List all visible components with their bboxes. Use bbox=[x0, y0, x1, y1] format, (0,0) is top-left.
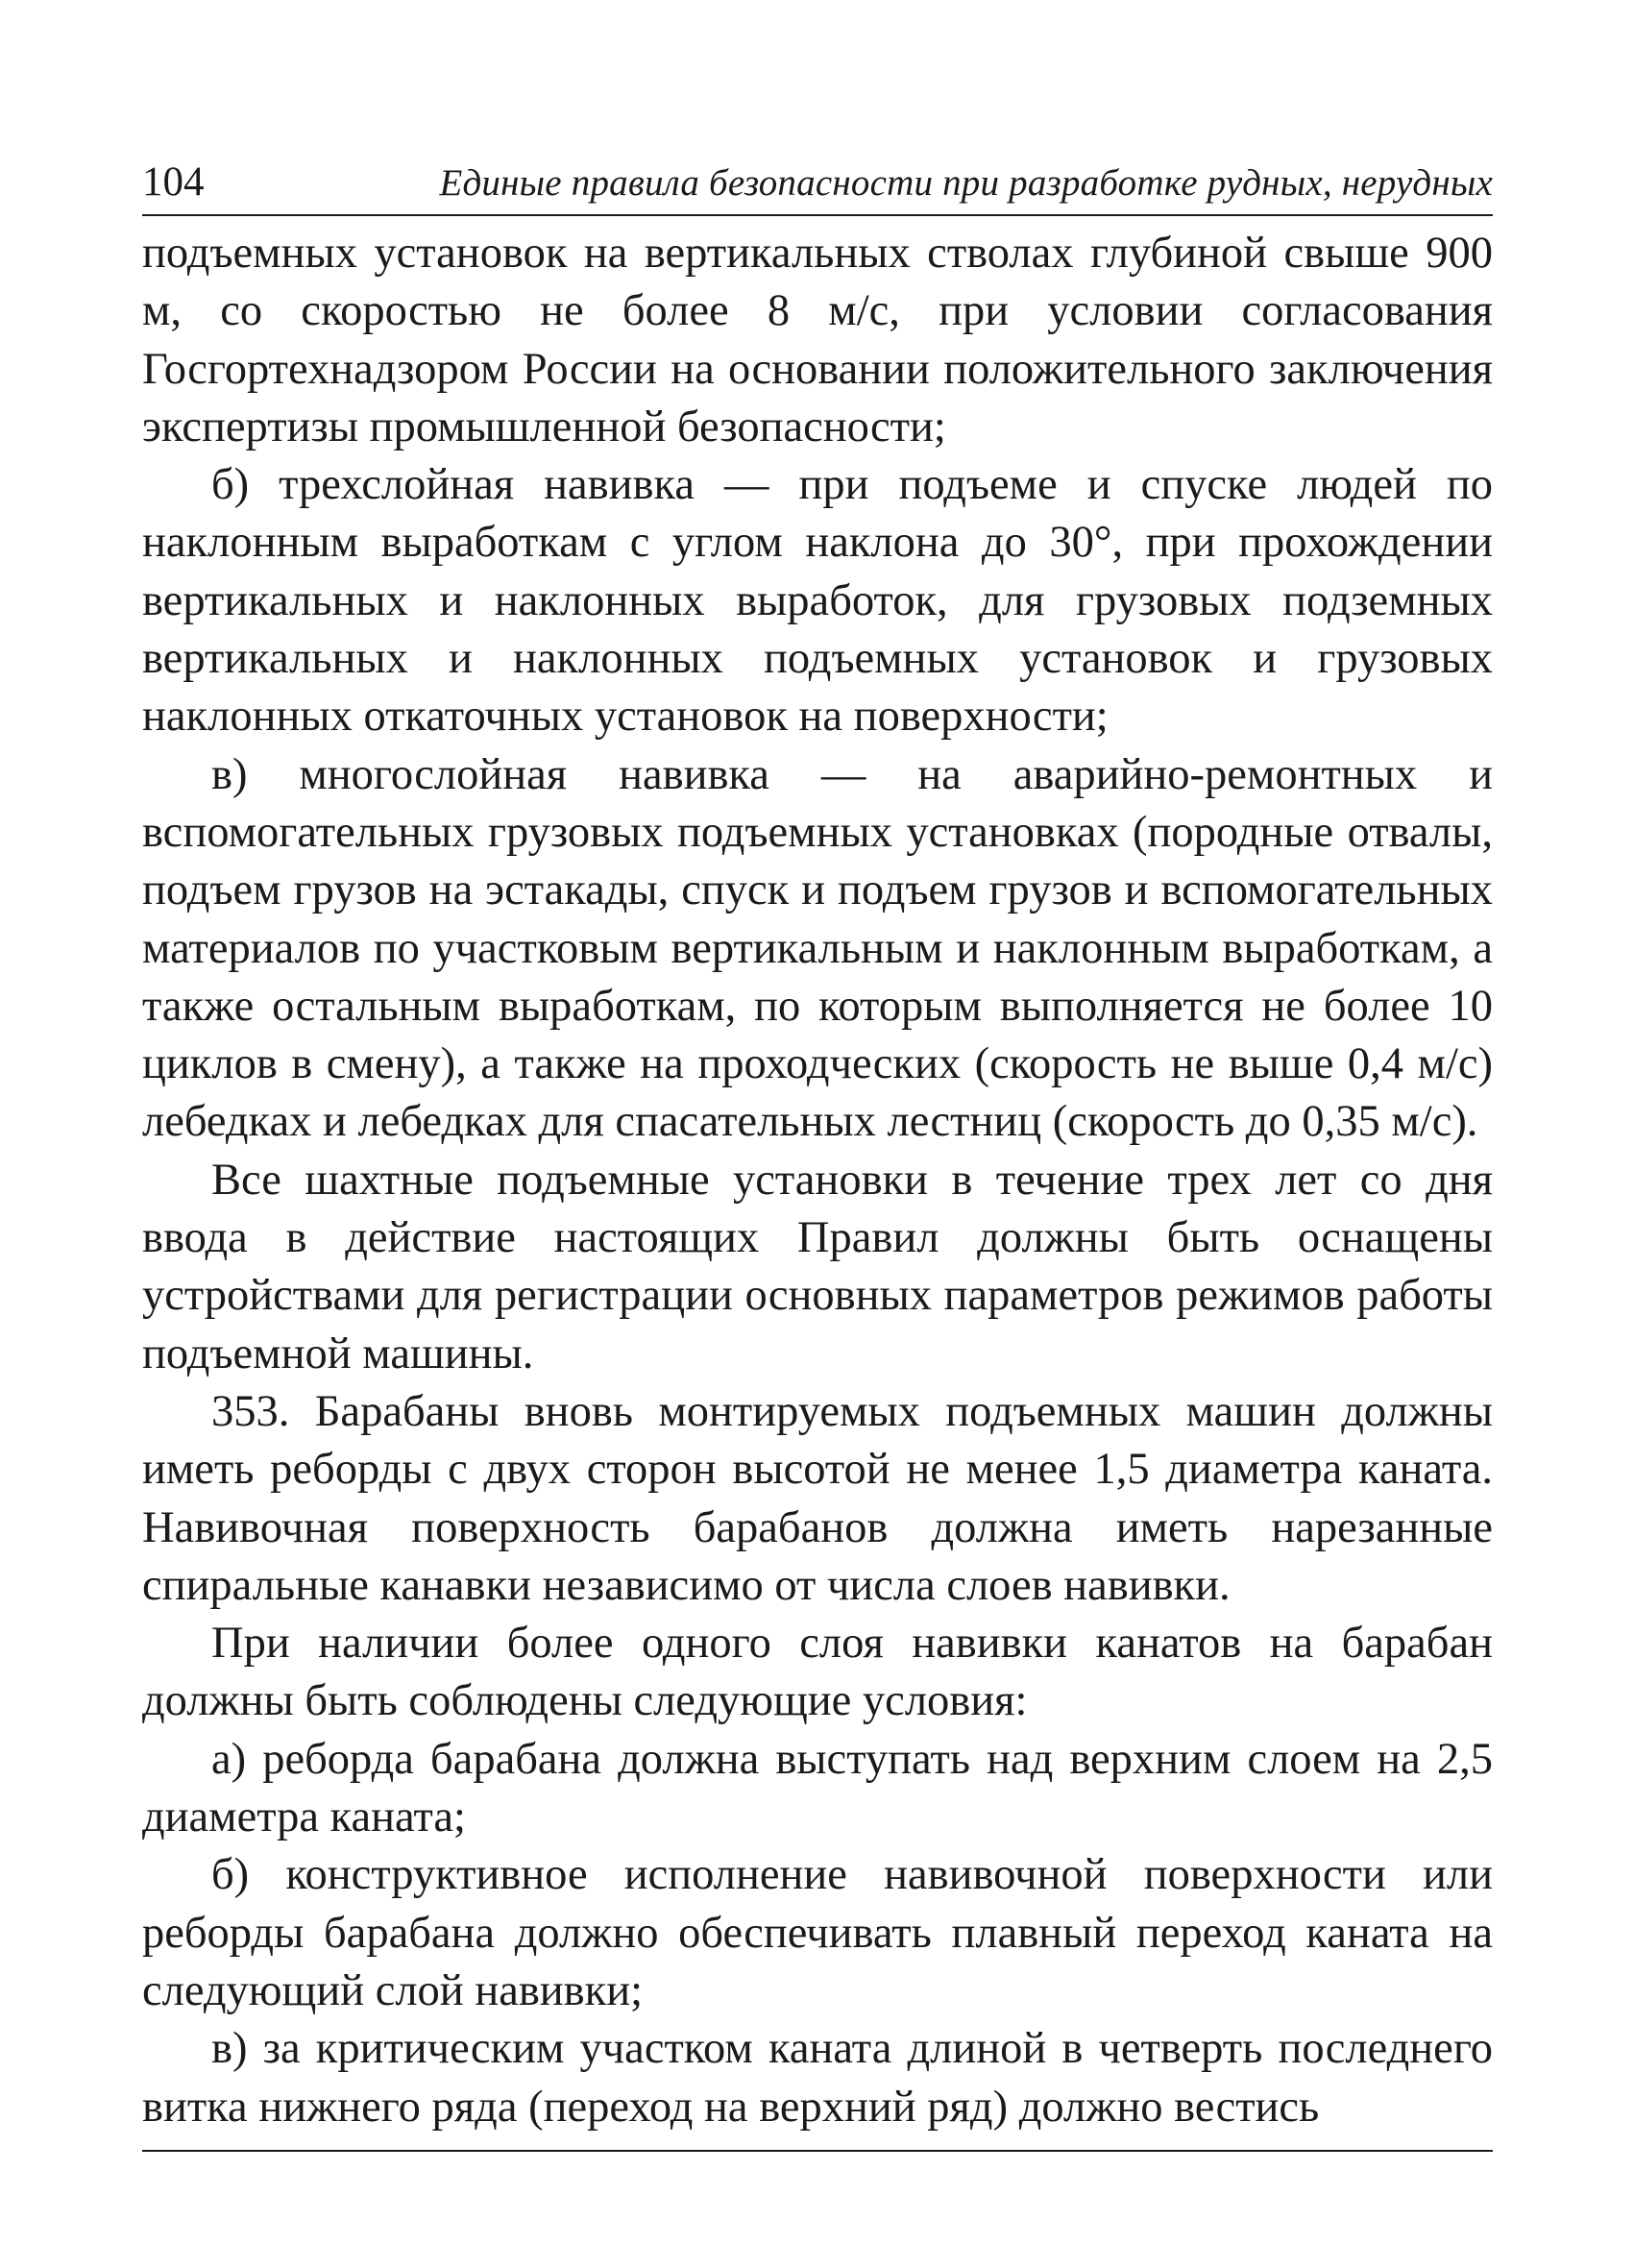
book-page bbox=[142, 159, 1493, 2152]
paragraph-condition-a: а) реборда барабана должна выступать над верхним слоем на 2,5 диаметра каната; bbox=[142, 1734, 1493, 1842]
footer-rule bbox=[142, 2150, 1493, 2152]
paragraph-continuation: подъемных установок на вертикальных стволах глубиной свыше 900 м, со скоростью не более 8 м/с, при условии согласования Госгортехнадзором России на основании положительного заключения экспертизы промышленной безопасности; bbox=[142, 229, 1493, 451]
paragraph-condition-b: б) конструктивное исполнение навивочной поверхности или реборды барабана должно обеспечивать плавный переход каната на следующий слой навивки; bbox=[142, 1850, 1493, 2015]
body-text bbox=[142, 225, 1493, 2136]
paragraph-recording-devices: Все шахтные подъемные установки в течение трех лет со дня ввода в действие настоящих Правил должны быть оснащены устройствами для регистрации основных параметров режимов работы подъемной машины. bbox=[142, 1155, 1493, 1378]
paragraph-clause-353: 353. Барабаны вновь монтируемых подъемных машин должны иметь реборды с двух сторон высотой не менее 1,5 диаметра каната. Навивочная поверхность барабанов должна иметь нарезанные спиральные канавки независимо от числа слоев навивки. bbox=[142, 1386, 1493, 1610]
page-number: 104 bbox=[142, 159, 205, 205]
paragraph-condition-v: в) за критическим участком каната длиной в четверть последнего витка нижнего ряда (переход на верхний ряд) должно вестись bbox=[142, 2024, 1493, 2132]
paragraph-conditions-intro: При наличии более одного слоя навивки канатов на барабан должны быть соблюдены следующие условия: bbox=[142, 1619, 1493, 1726]
running-title: Единые правила безопасности при разработке рудных, нерудных bbox=[439, 162, 1493, 204]
page-header bbox=[142, 159, 1493, 216]
paragraph-item-v-multilayer: в) многослойная навивка — на аварийно-ремонтных и вспомогательных грузовых подъемных установках (породные отвалы, подъем грузов на эстакады, спуск и подъем грузов и вспомогательных материалов по участковым вертикальным и наклонным выработкам, а также остальным выработкам, по которым выполняется не более 10 циклов в смену), а также на проходческих (скорость не выше 0,4 м/с) лебедках и лебедках для спасательных лестниц (скорость до 0,35 м/с). bbox=[142, 749, 1493, 1147]
paragraph-item-b-three-layer: б) трехслойная навивка — при подъеме и спуске людей по наклонным выработкам с углом наклона до 30°, при прохождении вертикальных и наклонных выработок, для грузовых подземных вертикальных и наклонных подъемных установок и грузовых наклонных откаточных установок на поверхности; bbox=[142, 460, 1493, 742]
